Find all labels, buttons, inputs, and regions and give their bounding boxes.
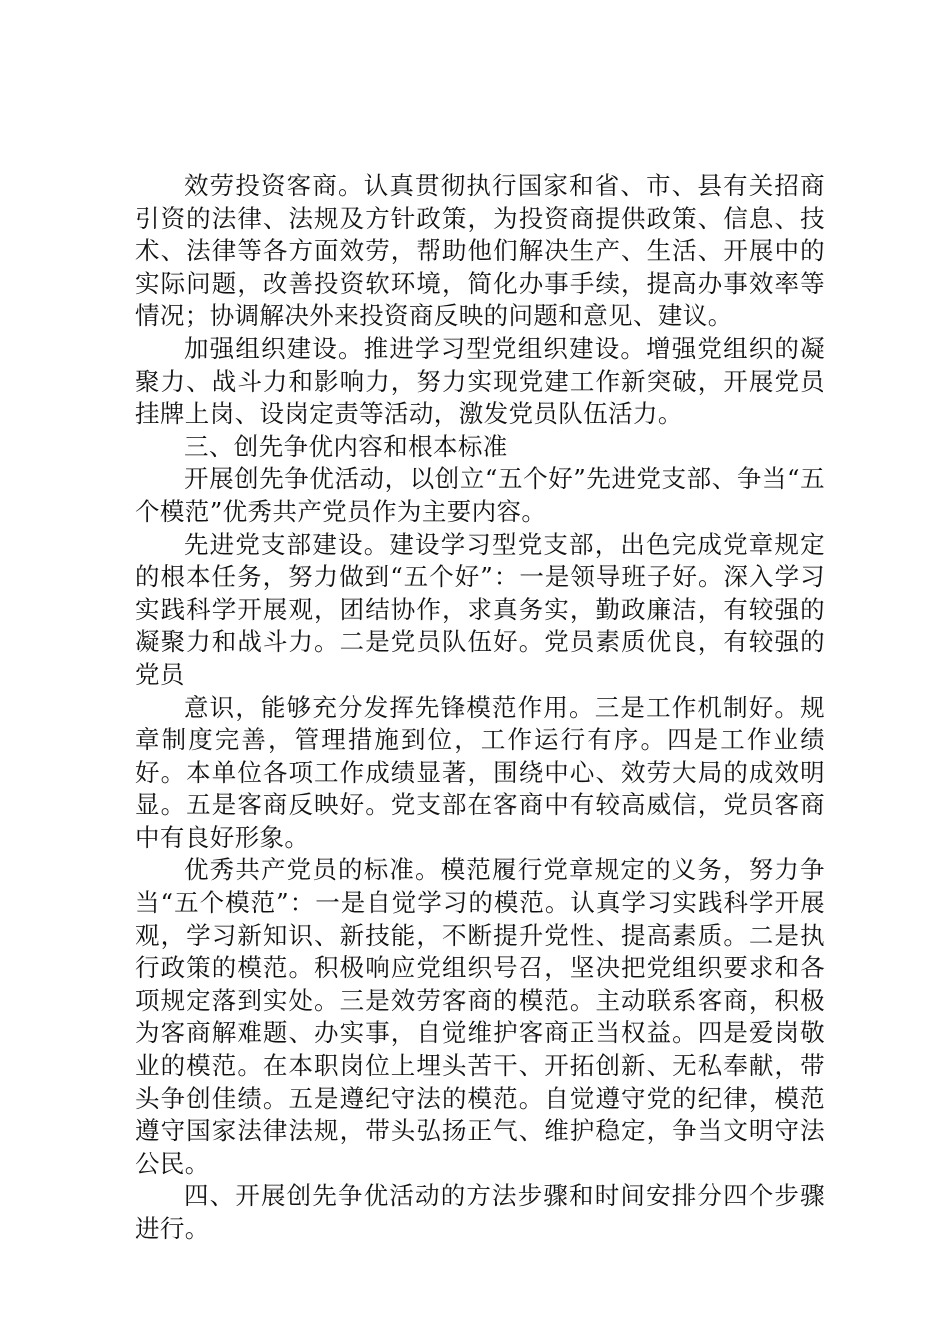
paragraph-organization-building: 加强组织建设。推进学习型党组织建设。增强党组织的凝聚力、战斗力和影响力，努力实现党建工作新突破，开展党员挂牌上岗、设岗定责等活动，激发党员队伍活力。 <box>135 333 825 429</box>
document-body <box>135 170 825 1246</box>
paragraph-activity-content: 开展创先争优活动，以创立“五个好”先进党支部、争当“五个模范”优秀共产党员作为主要内容。 <box>135 464 825 526</box>
section-heading-three: 三、创先争优内容和根本标准 <box>184 431 508 461</box>
paragraph-advanced-branch: 先进党支部建设。建设学习型党支部，出色完成党章规定的根本任务，努力做到“五个好”：一是领导班子好。深入学习实践科学开展观，团结协作，求真务实，勤政廉洁，有较强的凝聚力和战斗力。二是党员队伍好。党员素质优良，有较强的党员 <box>135 529 825 689</box>
paragraph-serve-investors: 效劳投资客商。认真贯彻执行国家和省、市、县有关招商引资的法律、法规及方针政策，为投资商提供政策、信息、技术、法律等各方面效劳，帮助他们解决生产、生活、开展中的实际问题，改善投资软环境，简化办事手续，提高办事效率等情况；协调解决外来投资商反映的问题和意见、建议。 <box>135 171 825 331</box>
paragraph-advanced-branch-continued: 意识，能够充分发挥先锋模范作用。三是工作机制好。规章制度完善，管理措施到位，工作运行有序。四是工作业绩好。本单位各项工作成绩显著，围绕中心、效劳大局的成效明显。五是客商反映好。党支部在客商中有较高威信，党员客商中有良好形象。 <box>135 692 825 852</box>
paragraph-excellent-member-standard: 优秀共产党员的标准。模范履行党章规定的义务，努力争当“五个模范”：一是自觉学习的模范。认真学习实践科学开展观，学习新知识、新技能，不断提升党性、提高素质。二是执行政策的模范。积极响应党组织号召，坚决把党组织要求和各项规定落到实处。三是效劳客商的模范。主动联系客商，积极为客商解难题、办实事，自觉维护客商正当权益。四是爱岗敬业的模范。在本职岗位上埋头苦干、开拓创新、无私奉献，带头争创佳绩。五是遵纪守法的模范。自觉遵守党的纪律，模范遵守国家法律法规，带头弘扬正气、维护稳定，争当文明守法公民。 <box>135 855 825 1178</box>
section-heading-four: 四、开展创先争优活动的方法步骤和时间安排分四个步骤进行。 <box>135 1181 825 1243</box>
